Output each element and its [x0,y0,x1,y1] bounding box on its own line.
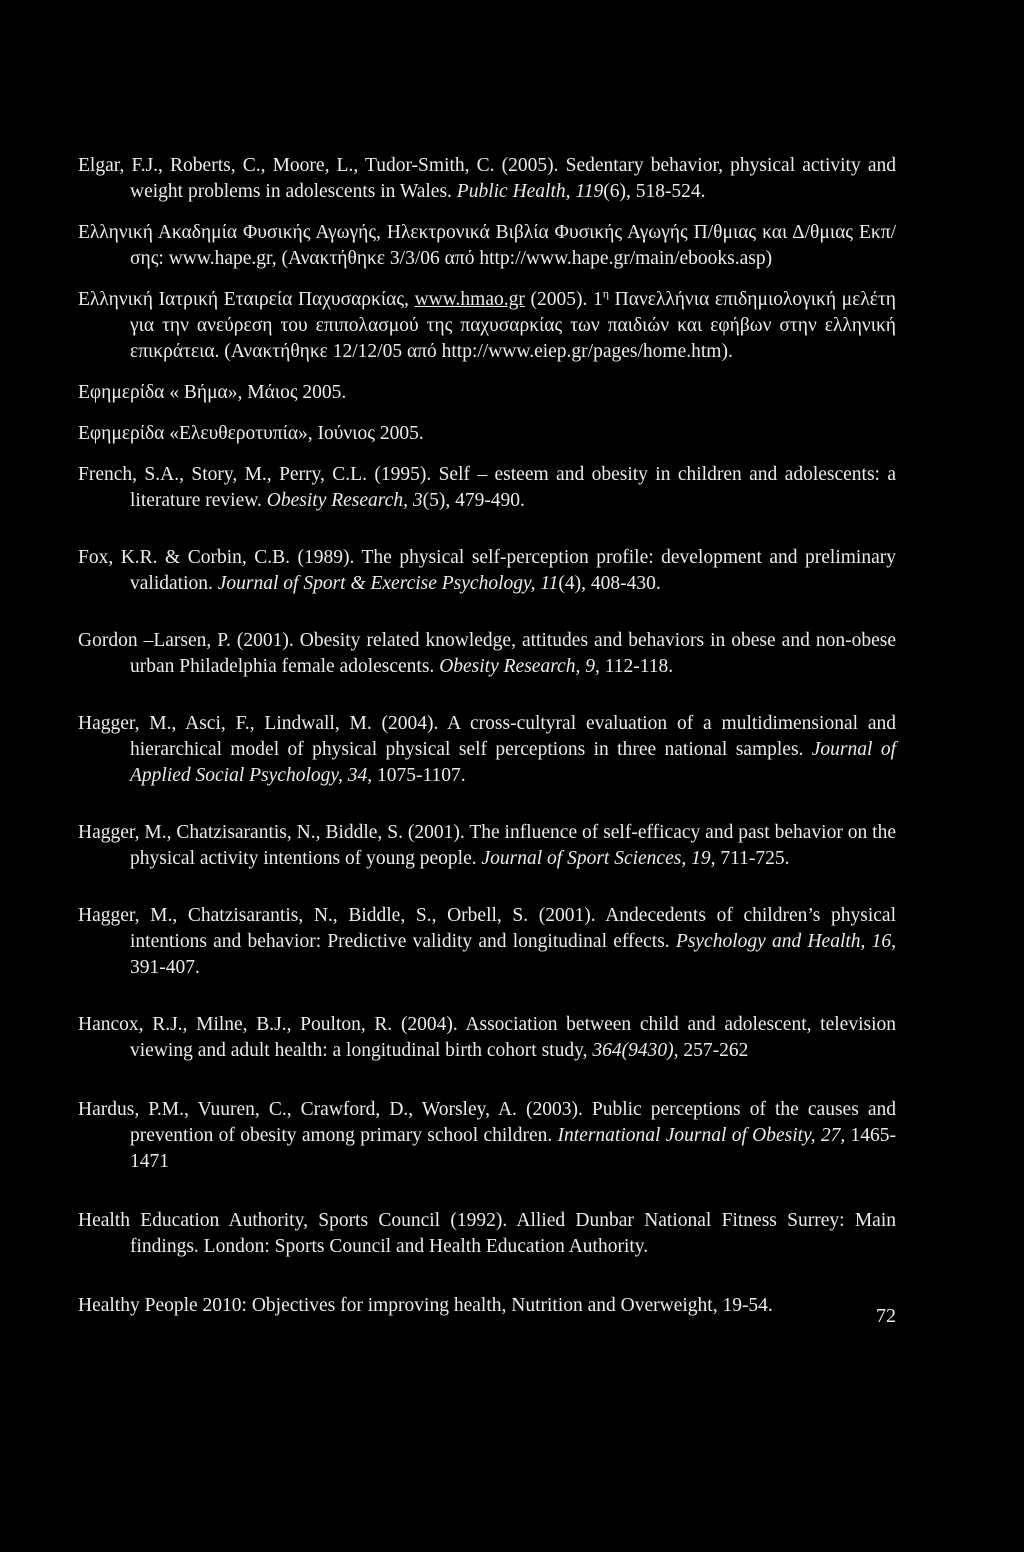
reference-french [78,462,896,514]
reference-text: Ελληνική Ακαδημία Φυσικής Αγωγής, Ηλεκτρονικά Βιβλία Φυσικής Αγωγής Π/θμιας και Δ/θμιας Εκπ/σης: www.hape.gr, (Ανακτήθηκε 3/3/06 από http://www.hape.gr/main/ebooks.asp) [78,222,896,269]
reference-text: Hagger, M., Chatzisarantis, N., Biddle, S. (2001). The influence of self-efficacy and past behavior on the physical activity intentions of young people. [78,822,896,869]
reference-source: Journal of Sport & Exercise Psychology, 11 [217,573,559,594]
reference-text: Εφημερίδα «Ελευθεροτυπία», Ιούνιος 2005. [78,423,424,444]
reference-pages: 1075-1107. [372,765,466,786]
reference-hmao [78,287,896,365]
reference-pages: (5), 479-490. [422,490,525,511]
reference-text: Hardus, P.M., Vuuren, C., Crawford, D., Worsley, A. (2003). Public perceptions of the causes and prevention of obesity among primary school children. [78,1099,896,1146]
reference-pages: (6), 518-524. [603,181,706,202]
reference-link[interactable]: www.hmao.gr [414,289,525,310]
reference-hagger-2001a [78,820,896,872]
reference-text: Εφημερίδα « Βήμα», Μάιος 2005. [78,382,347,403]
reference-text: (2005). 1 [524,289,603,310]
reference-hape [78,220,896,272]
reference-source: 364(9430), [592,1040,679,1061]
reference-text: Πανελλήνια επιδημιολογική μελέτη για την ανεύρεση του επιπολασμού της παχυσαρκίας των παιδιών και εφήβων στην ελληνική επικράτεια. (Ανακτήθηκε 12/12/05 από http://www.eiep.gr/pages/home.htm). [130,289,896,362]
superscript: η [602,286,610,301]
reference-gordon-larsen [78,628,896,680]
page-number: 72 [876,1305,896,1327]
reference-hancox [78,1012,896,1064]
reference-text: Fox, K.R. & Corbin, C.B. (1989). The physical self-perception profile: development and preliminary validation. [78,547,896,594]
reference-text: Elgar, F.J., Roberts, C., Moore, L., Tudor-Smith, C. (2005). Sedentary behavior, physical activity and weight problems in adolescents in Wales. [78,155,896,202]
reference-source: Public Health, 119 [456,181,604,202]
reference-text: Ελληνική Ιατρική Εταιρεία Παχυσαρκίας, [78,289,415,310]
reference-healthy-people [78,1293,896,1319]
reference-source: Obesity Research, 9, [439,656,600,677]
reference-text: Healthy People 2010: Objectives for improving health, Nutrition and Overweight, 19-54. [78,1295,773,1316]
reference-text: Gordon –Larsen, P. (2001). Obesity related knowledge, attitudes and behaviors in obese and non-obese urban Philadelphia female adolescents. [78,630,896,677]
reference-pages: 391-407. [130,957,200,978]
reference-source: Psychology and Health, 16, [675,931,896,952]
reference-text: Hagger, M., Asci, F., Lindwall, M. (2004). A cross-cultyral evaluation of a multidimensional and hierarchical model of physical physical self perceptions in three national samples. [78,713,896,760]
reference-source: International Journal of Obesity, 27, [557,1125,846,1146]
reference-source: Obesity Research, 3 [266,490,423,511]
reference-pages: 1465-1471 [130,1125,896,1172]
reference-hagger-2004 [78,711,896,789]
reference-hardus [78,1097,896,1175]
reference-eleftherotypia [78,421,896,447]
reference-source: Journal of Sport Sciences, 19, [481,848,716,869]
reference-text: Hagger, M., Chatzisarantis, N., Biddle, S., Orbell, S. (2001). Andecedents of children’s physical intentions and behavior: Predictive validity and longitudinal effects. [78,905,896,952]
reference-pages: 257-262 [678,1040,749,1061]
reference-text: Health Education Authority, Sports Council (1992). Allied Dunbar National Fitness Surrey: Main findings. London: Sports Council and Health Education Authority. [78,1210,896,1257]
reference-list [78,153,896,1334]
reference-pages: 112-118. [599,656,674,677]
reference-pages: 711-725. [715,848,790,869]
reference-fox [78,545,896,597]
reference-health-education-authority [78,1208,896,1260]
reference-text: French, S.A., Story, M., Perry, C.L. (1995). Self – esteem and obesity in children and adolescents: a literature review. [78,464,896,511]
reference-text: Hancox, R.J., Milne, B.J., Poulton, R. (2004). Association between child and adolescent, television viewing and adult health: a longitudinal birth cohort study, [78,1014,896,1061]
reference-pages: (4), 408-430. [558,573,661,594]
reference-source: Journal of Applied Social Psychology, 34, [130,739,896,786]
reference-hagger-2001b [78,903,896,981]
reference-vima [78,380,896,406]
reference-elgar [78,153,896,205]
